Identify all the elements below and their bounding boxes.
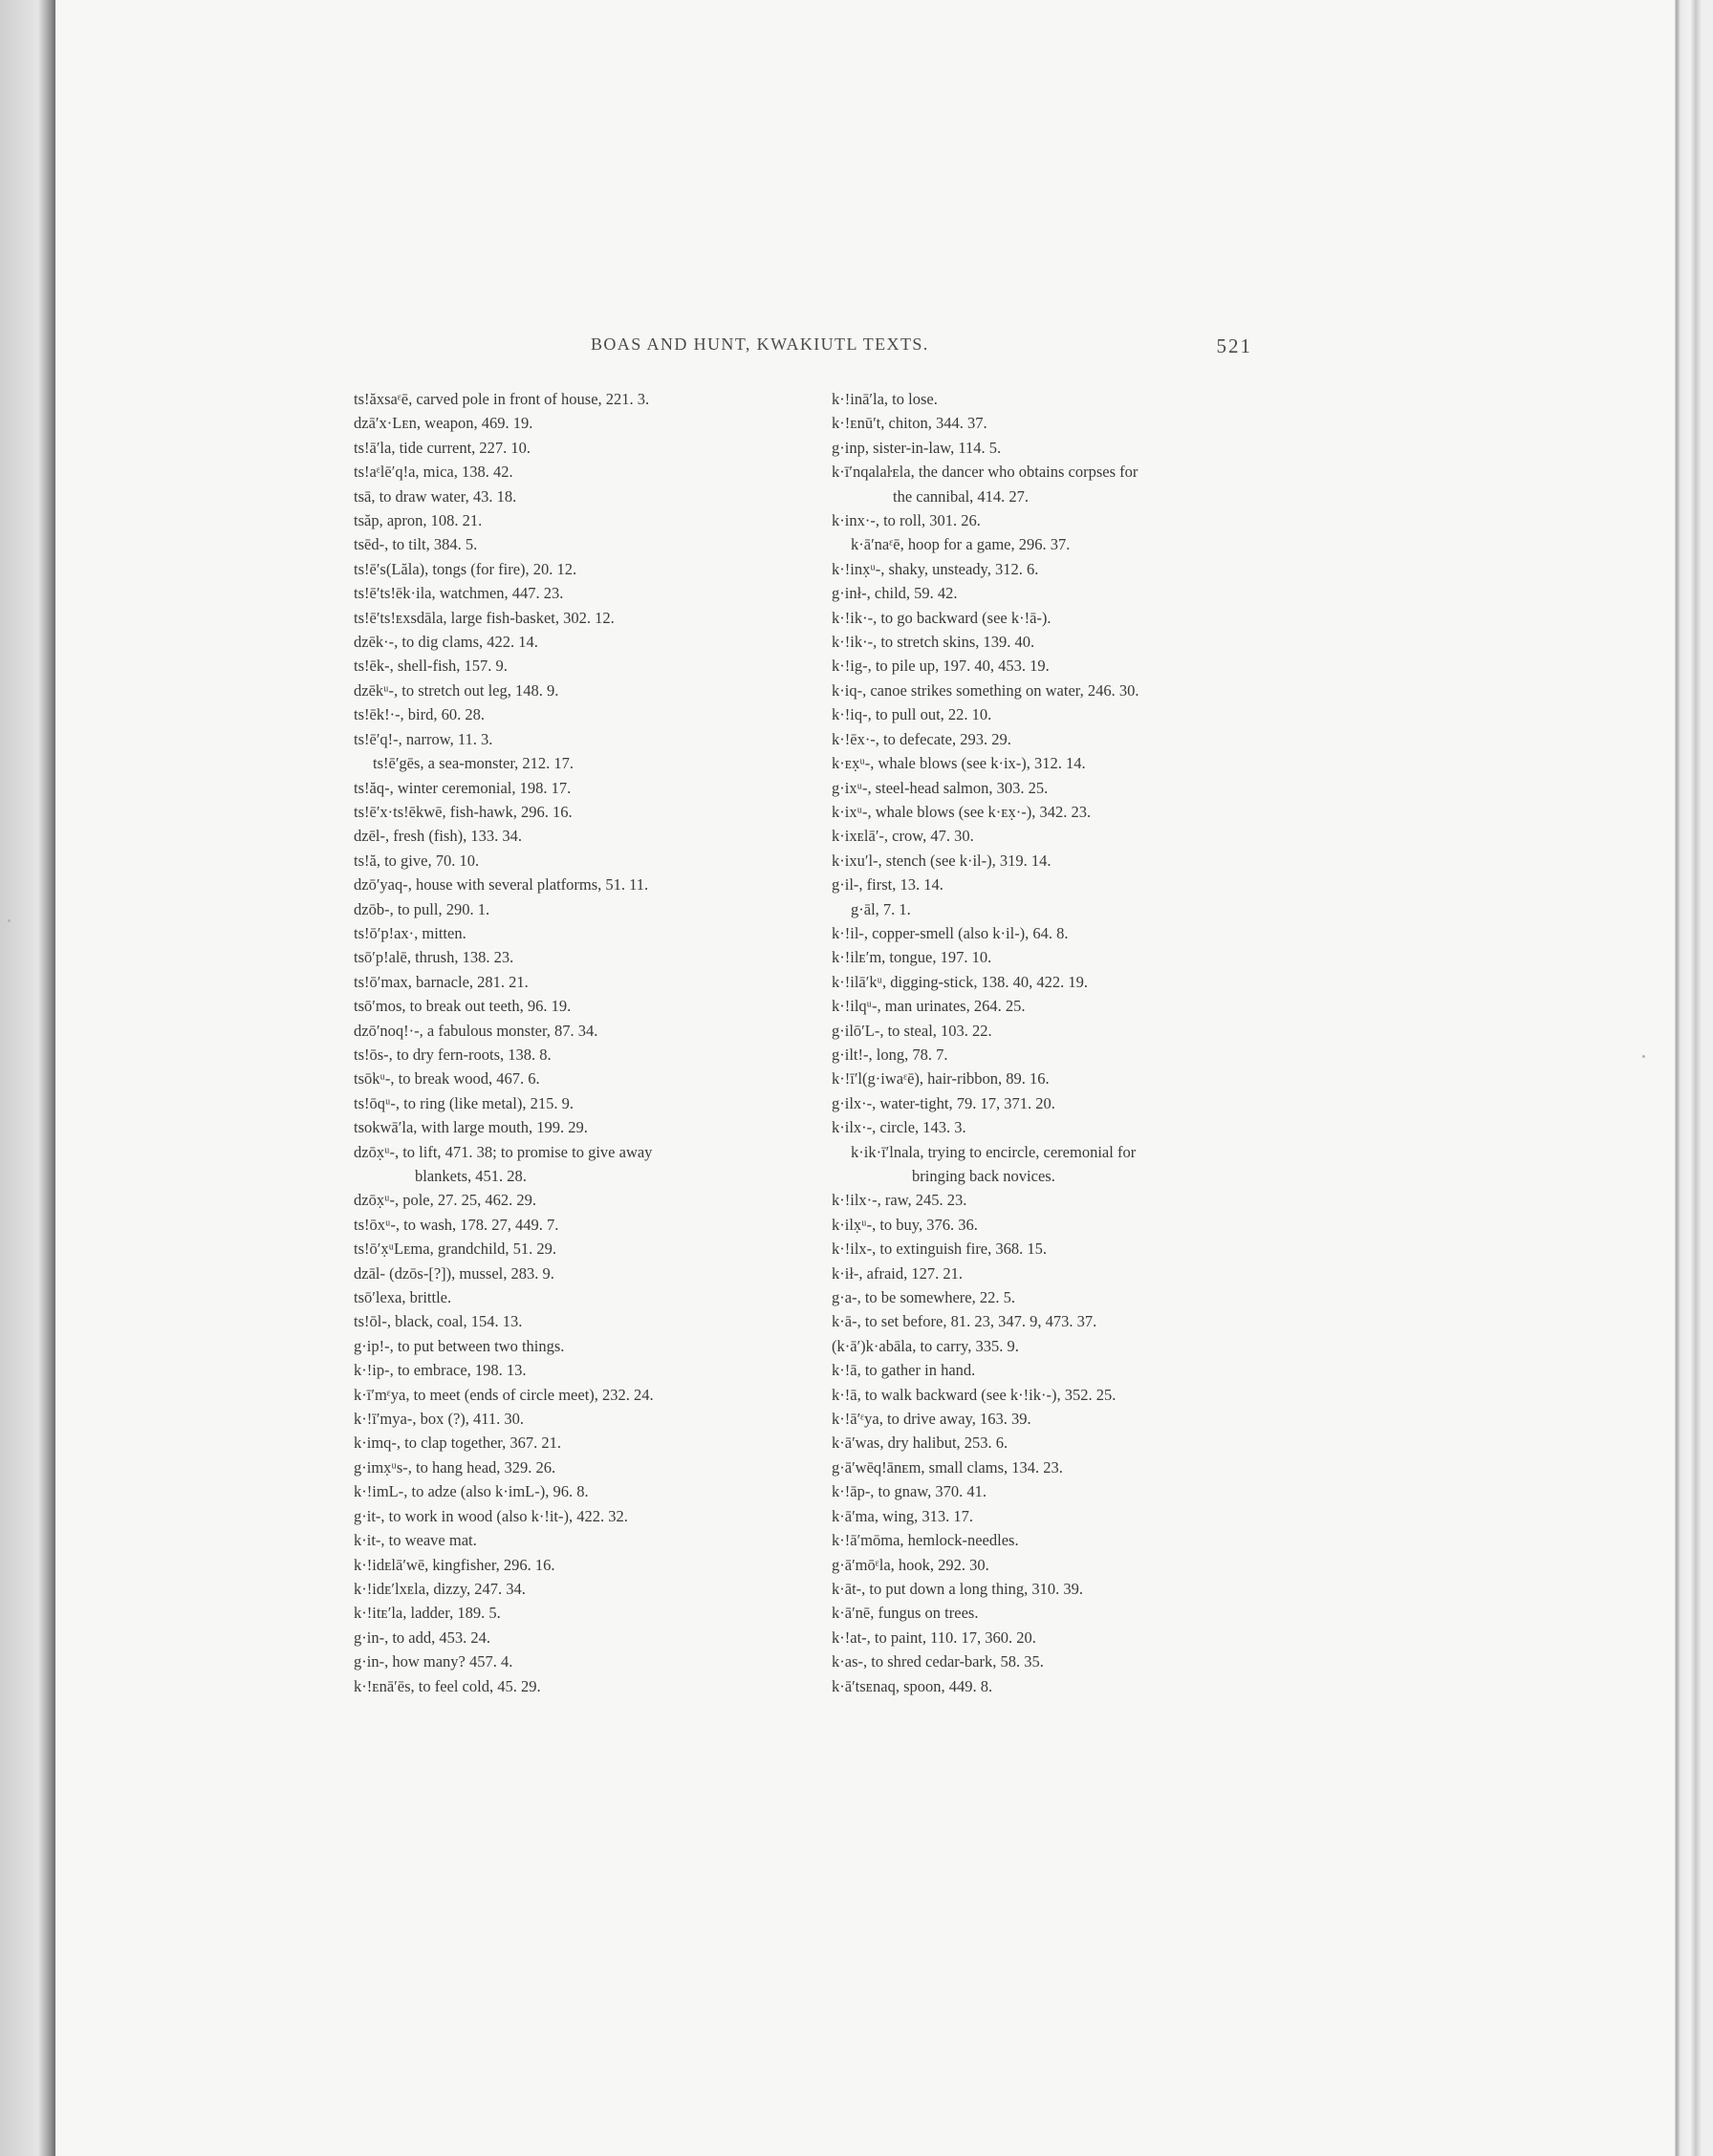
glossary-entry: g·il-, first, 13. 14. (832, 875, 943, 895)
glossary-entry: g·in-, to add, 453. 24. (354, 1628, 490, 1647)
glossary-entry: k·ixᵘ-, whale blows (see k·ᴇx̣·-), 342. 23. (832, 802, 1092, 821)
glossary-entry: k·!ilx-, to extinguish fire, 368. 15. (832, 1240, 1048, 1259)
page-number: 521 (1216, 334, 1252, 357)
glossary-entry: ts!ăxsaᵋē, carved pole in front of house, 221. 3. (354, 390, 650, 408)
glossary-entry: k·!ig-, to pile up, 197. 40, 453. 19. (832, 657, 1050, 676)
glossary-entry: k·ā′tsᴇnaq, spoon, 449. 8. (832, 1676, 993, 1695)
glossary-entry: g·in-, how many? 457. 4. (354, 1652, 513, 1671)
glossary-entry: ts!ā′la, tide current, 227. 10. (354, 438, 531, 457)
glossary-entry: k·ī′nqalaŀᴇla, the dancer who obtains corpses for (832, 463, 1138, 482)
glossary-entry: k·it-, to weave mat. (354, 1531, 477, 1550)
glossary-entry: g·ixᵘ-, steel-head salmon, 303. 25. (832, 778, 1049, 797)
glossary-entry: k·!ilā′kᵘ, digging-stick, 138. 40, 422. 19. (832, 972, 1088, 991)
glossary-entry: g·inł-, child, 59. 42. (832, 584, 958, 603)
glossary-entry: the cannibal, 414. 27. (893, 486, 1030, 506)
glossary-entry: g·ip!-, to put between two things. (354, 1336, 565, 1355)
glossary-entry: tsōkᵘ-, to break wood, 467. 6. (354, 1069, 540, 1089)
glossary-entry: ts!ō′x̣ᵘLᴇma, grandchild, 51. 29. (354, 1240, 557, 1259)
glossary-entry: ts!ōqᵘ-, to ring (like metal), 215. 9. (354, 1093, 574, 1112)
glossary-entry: k·ā-, to set before, 81. 23, 347. 9, 473. 37. (832, 1312, 1097, 1331)
glossary-entry: k·!ā′mōma, hemlock-needles. (832, 1531, 1019, 1550)
glossary-entry: ts!aᵋlē′q!a, mica, 138. 42. (354, 463, 513, 482)
glossary-entry: ts!ōl-, black, coal, 154. 13. (354, 1312, 523, 1331)
glossary-entry: ts!ō′p!ax·, mitten. (354, 923, 466, 942)
glossary-entry: tsō′mos, to break out teeth, 96. 19. (354, 997, 572, 1016)
glossary-entry: k·!il-, copper-smell (also k·il-), 64. 8. (832, 923, 1069, 942)
glossary-entry: dzōx̣ᵘ-, pole, 27. 25, 462. 29. (354, 1191, 537, 1210)
glossary-entry: bringing back novices. (912, 1167, 1055, 1185)
glossary-entry: k·!iq-, to pull out, 22. 10. (832, 705, 992, 724)
glossary-entry: g·it-, to work in wood (also k·!it-), 422. 32. (354, 1506, 628, 1525)
running-title: BOAS AND HUNT, KWAKIUTL TEXTS. (591, 334, 929, 354)
glossary-column-right (832, 387, 1271, 1698)
glossary-entry: ts!ōs-, to dry fern-roots, 138. 8. (354, 1045, 552, 1064)
glossary-entry: k·!ᴇnā′ēs, to feel cold, 45. 29. (354, 1676, 541, 1695)
glossary-entry: dzā′x·Lᴇn, weapon, 469. 19. (354, 414, 533, 433)
glossary-entry: g·imx̣ᵘs-, to hang head, 329. 26. (354, 1457, 556, 1477)
glossary-entry: g·ā′mōᵋla, hook, 292. 30. (832, 1555, 989, 1574)
glossary-entry: k·!ā′ᵋya, to drive away, 163. 39. (832, 1410, 1031, 1429)
glossary-entry: k·!ᴇnū′t, chiton, 344. 37. (832, 414, 987, 433)
scan-right-edge (1675, 0, 1713, 2156)
glossary-entry: dzēl-, fresh (fish), 133. 34. (354, 827, 522, 846)
glossary-entry: dzō′noq!·-, a fabulous monster, 87. 34. (354, 1021, 598, 1040)
glossary-entry: g·a-, to be somewhere, 22. 5. (832, 1288, 1015, 1307)
glossary-entry: ts!ăq-, winter ceremonial, 198. 17. (354, 778, 572, 797)
glossary-entry: k·!at-, to paint, 110. 17, 360. 20. (832, 1628, 1036, 1647)
glossary-entry: ts!ōxᵘ-, to wash, 178. 27, 449. 7. (354, 1215, 559, 1234)
glossary-entry: k·!inx̣ᵘ-, shaky, unsteady, 312. 6. (832, 559, 1039, 578)
glossary-entry: ts!ē′q!-, narrow, 11. 3. (354, 729, 493, 748)
glossary-entry: k·ił-, afraid, 127. 21. (832, 1263, 964, 1283)
glossary-entry: k·ā′naᵋē, hoop for a game, 296. 37. (851, 535, 1071, 554)
glossary-column-left (354, 387, 803, 1698)
glossary-entry: dzāl- (dzōs-[?]), mussel, 283. 9. (354, 1263, 554, 1283)
glossary-entry: g·ā′wēq!ānᴇm, small clams, 134. 23. (832, 1457, 1063, 1477)
glossary-entry: k·ā′nē, fungus on trees. (832, 1604, 979, 1623)
glossary-entry: ts!ē′ts!ᴇxsdāla, large fish-basket, 302. 12. (354, 608, 615, 627)
glossary-entry: k·!ā, to walk backward (see k·!ik·-), 352. 25. (832, 1385, 1117, 1404)
glossary-entry: g·ilt!-, long, 78. 7. (832, 1045, 948, 1064)
glossary-entry: ts!ēk-, shell-fish, 157. 9. (354, 657, 508, 676)
glossary-entry: g·ilx·-, water-tight, 79. 17, 371. 20. (832, 1093, 1055, 1112)
glossary-entry: k·ilx·-, circle, 143. 3. (832, 1118, 966, 1137)
glossary-entry: ts!ō′max, barnacle, 281. 21. (354, 972, 529, 991)
glossary-entry: ts!ēk!·-, bird, 60. 28. (354, 705, 486, 724)
glossary-entry: k·ī′mᵋya, to meet (ends of circle meet), 232. 24. (354, 1385, 654, 1404)
glossary-entry: ts!ē′gēs, a sea-monster, 212. 17. (373, 754, 575, 773)
glossary-entry: blankets, 451. 28. (415, 1167, 527, 1185)
glossary-entry: k·ā′ma, wing, 313. 17. (832, 1506, 973, 1525)
glossary-entry: k·!ik·-, to stretch skins, 139. 40. (832, 633, 1035, 652)
glossary-entry: k·imq-, to clap together, 367. 21. (354, 1434, 561, 1453)
glossary-entry: (k·ā′)k·abāla, to carry, 335. 9. (832, 1336, 1019, 1355)
glossary-entry: k·inx·-, to roll, 301. 26. (832, 511, 981, 530)
running-head (354, 334, 1252, 363)
glossary-entry: k·ixu′l-, stench (see k·il-), 319. 14. (832, 851, 1052, 870)
glossary-entry: ts!ē′s(Lăla), tongs (for fire), 20. 12. (354, 559, 577, 578)
glossary-entry: k·!imL-, to adze (also k·imL-), 96. 8. (354, 1482, 589, 1501)
glossary-entry: k·!ilqᵘ-, man urinates, 264. 25. (832, 997, 1026, 1016)
glossary-entry: g·ilō′L-, to steal, 103. 22. (832, 1021, 992, 1040)
glossary-entry: ts!ē′ts!ēk·ila, watchmen, 447. 23. (354, 584, 564, 603)
glossary-entry: dzēk·-, to dig clams, 422. 14. (354, 633, 538, 652)
glossary-entry: dzō′yaq-, house with several platforms, 51. 11. (354, 875, 649, 895)
glossary-entry: g·āl, 7. 1. (851, 899, 911, 918)
glossary-entry: g·inp, sister-in-law, 114. 5. (832, 438, 1002, 457)
glossary-entry: tsokwā′la, with large mouth, 199. 29. (354, 1118, 588, 1137)
scan-left-edge (0, 0, 55, 2156)
glossary-entry: k·!ilᴇ′m, tongue, 197. 10. (832, 948, 992, 967)
glossary-entry: k·!ip-, to embrace, 198. 13. (354, 1361, 527, 1380)
glossary-entry: k·!idᴇ′lxᴇla, dizzy, 247. 34. (354, 1579, 526, 1598)
glossary-entry: dzōx̣ᵘ-, to lift, 471. 38; to promise to give away (354, 1142, 653, 1161)
glossary-entry: k·as-, to shred cedar-bark, 58. 35. (832, 1652, 1044, 1671)
glossary-entry: dzōb-, to pull, 290. 1. (354, 899, 490, 918)
glossary-entry: k·!ā, to gather in hand. (832, 1361, 976, 1380)
glossary-entry: tsā, to draw water, 43. 18. (354, 486, 517, 506)
glossary-entry: k·!ī′mya-, box (?), 411. 30. (354, 1410, 525, 1429)
scan-speck (1642, 1055, 1645, 1058)
glossary-entry: k·āt-, to put down a long thing, 310. 39. (832, 1579, 1084, 1598)
glossary-entry: k·!ī′l(g·iwaᵋē), hair-ribbon, 89. 16. (832, 1069, 1050, 1089)
glossary-entry: k·ilx̣ᵘ-, to buy, 376. 36. (832, 1215, 978, 1234)
glossary-entry: k·ixᴇlā′-, crow, 47. 30. (832, 827, 974, 846)
glossary-entry: tsăp, apron, 108. 21. (354, 511, 483, 530)
scan-speck (8, 919, 11, 922)
glossary-entry: k·!itᴇ′la, ladder, 189. 5. (354, 1604, 501, 1623)
glossary-entry: k·!āp-, to gnaw, 370. 41. (832, 1482, 987, 1501)
glossary-entry: k·ik·ī′lnala, trying to encircle, ceremonial for (851, 1142, 1137, 1161)
glossary-entry: k·!inā′la, to lose. (832, 390, 938, 408)
glossary-entry: ts!ē′x·ts!ēkwē, fish-hawk, 296. 16. (354, 802, 573, 821)
glossary-entry: k·!ilx·-, raw, 245. 23. (832, 1191, 967, 1210)
glossary-entry: k·iq-, canoe strikes something on water, 246. 30. (832, 680, 1139, 700)
glossary-entry: tsō′p!alē, thrush, 138. 23. (354, 948, 514, 967)
glossary-entry: dzēkᵘ-, to stretch out leg, 148. 9. (354, 680, 559, 700)
glossary-entry: ts!ă, to give, 70. 10. (354, 851, 480, 870)
glossary-entry: k·!idᴇlā′wē, kingfisher, 296. 16. (354, 1555, 555, 1574)
glossary-entry: k·ᴇx̣ᵘ-, whale blows (see k·ix-), 312. 14. (832, 754, 1086, 773)
glossary-entry: k·!ēx·-, to defecate, 293. 29. (832, 729, 1011, 748)
glossary-entry: tsēd-, to tilt, 384. 5. (354, 535, 478, 554)
glossary-entry: tsō′lexa, brittle. (354, 1288, 452, 1307)
glossary-entry: k·ā′was, dry halibut, 253. 6. (832, 1434, 1008, 1453)
glossary-entry: k·!ik·-, to go backward (see k·!ā-). (832, 608, 1052, 627)
